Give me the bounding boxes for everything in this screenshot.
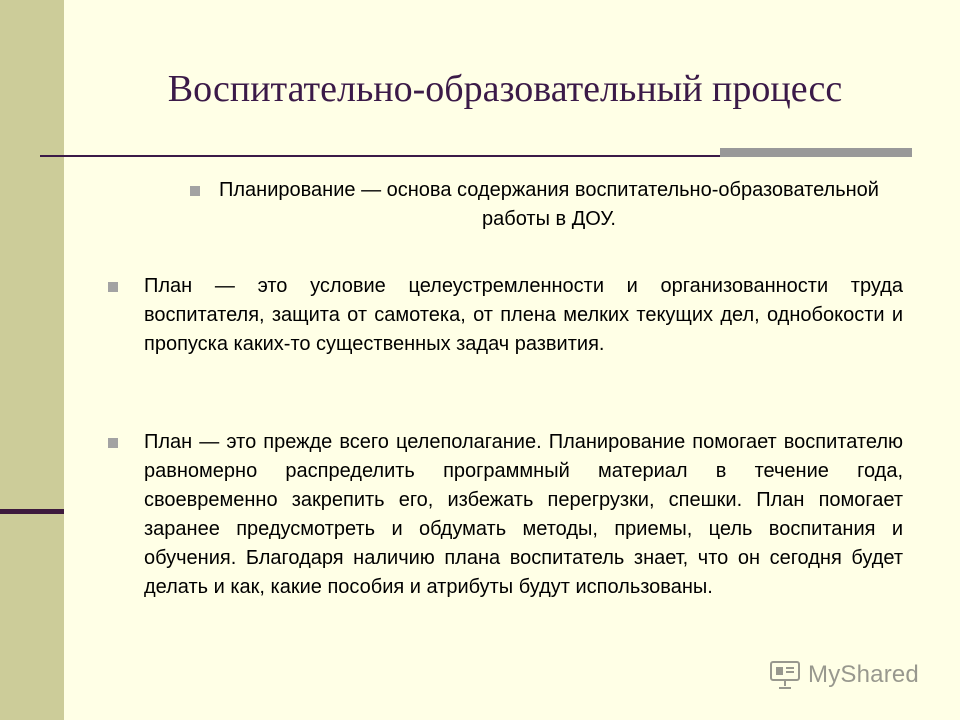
watermark-text: MyShared xyxy=(808,661,919,688)
square-bullet-icon xyxy=(190,186,200,196)
bullet-text: План — это прежде всего целеполагание. Планирование помогает воспитателю равномерно распределить программный материал в течение года, своевременно закрепить его, избежать перегрузки, спешки. План помогает заранее предусмотреть и обдумать методы, приемы, цель воспитания и обучения. Благодаря наличию плана воспитатель знает, что он сегодня будет делать и как, какие пособия и атрибуты будут использованы. xyxy=(144,431,903,598)
bullet-item-plan-condition xyxy=(108,272,903,359)
bullet-item-plan-goal-setting xyxy=(108,428,903,602)
slide-title: Воспитательно-образовательный процесс xyxy=(167,68,843,110)
watermark xyxy=(768,658,919,692)
title-underline-accent-bar xyxy=(720,148,912,157)
square-bullet-icon xyxy=(108,282,118,292)
presentation-board-icon xyxy=(768,658,802,692)
left-band-accent-stripe xyxy=(0,509,64,514)
square-bullet-icon xyxy=(108,438,118,448)
bullet-text: План — это условие целеустремленности и организованности труда воспитателя, защита от самотека, от плена мелких текущих дел, однобокости и пропуска каких-то существенных задач развития. xyxy=(144,275,903,355)
left-decorative-band xyxy=(0,0,64,720)
bullet-text: Планирование — основа содержания воспитательно-образовательной работы в ДОУ. xyxy=(219,179,879,230)
bullet-item-planning xyxy=(190,176,880,234)
